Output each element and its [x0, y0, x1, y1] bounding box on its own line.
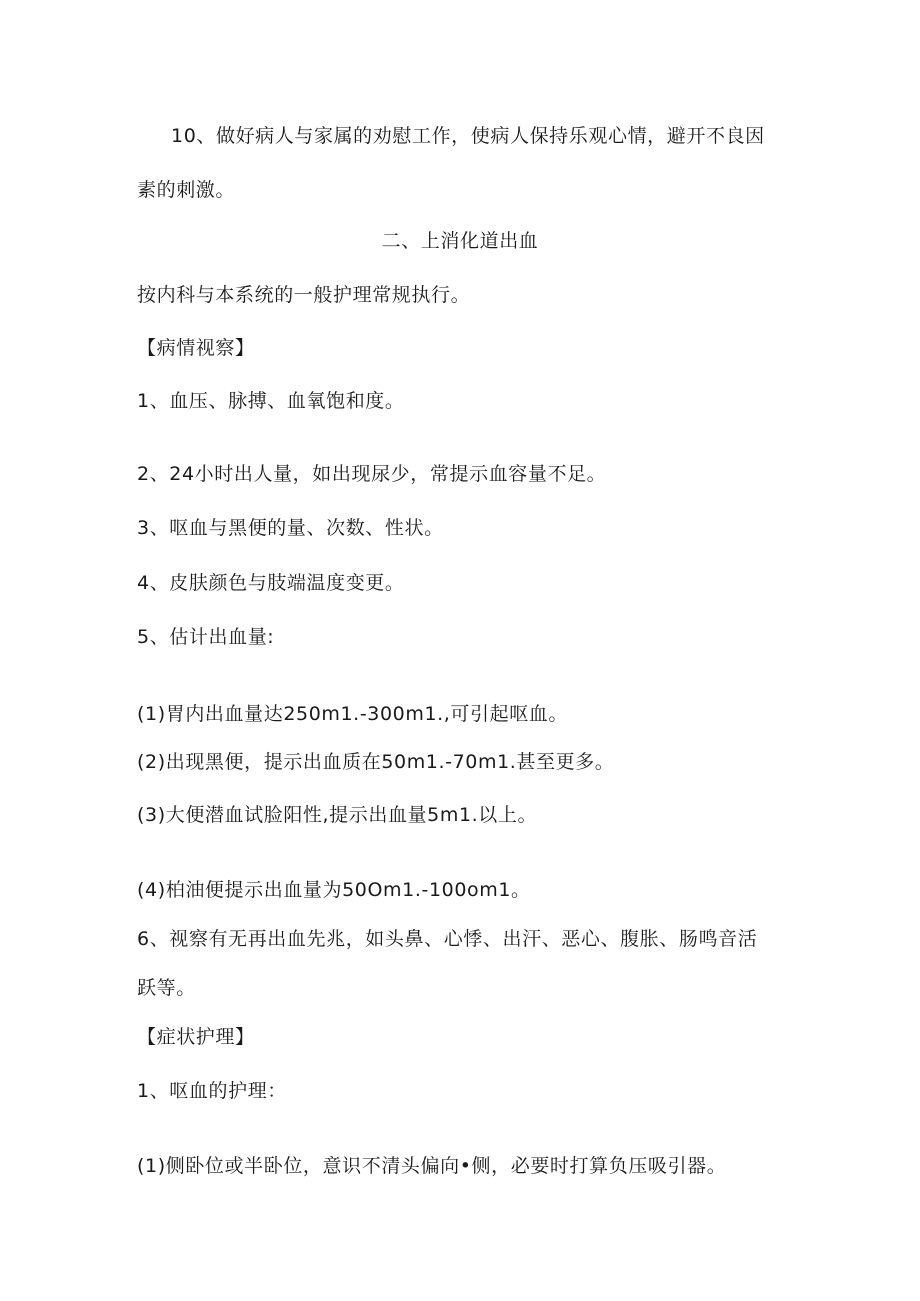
observation-item-4: 4、皮肤颜色与肢端温度变更。 — [137, 572, 405, 594]
section-title: 二、上消化道出血 — [381, 230, 539, 252]
symptom-item-1: 1、呕血的护理： — [137, 1080, 287, 1102]
observation-item-5-1: (1)胃内出血量达250m1.-300m1.,可引起呕血。 — [137, 703, 569, 725]
observation-item-1: 1、血压、脉搏、血氧饱和度。 — [137, 390, 405, 412]
symptom-item-1-1: (1)侧卧位或半卧位，意识不清头偏向•侧，必要时打算负压吸引器。 — [137, 1155, 727, 1177]
observation-item-3: 3、呕血与黑便的量、次数、性状。 — [137, 517, 444, 539]
observation-item-2: 2、24小时出人量，如出现尿少，常提示血容量不足。 — [137, 463, 607, 485]
paragraph-10-line-1: 10、做好病人与家属的劝慰工作，使病人保持乐观心情，避开不良因 — [171, 125, 765, 147]
observation-item-5: 5、估计出血量: — [137, 626, 275, 648]
intro-text: 按内科与本系统的一般护理常规执行。 — [137, 284, 471, 306]
heading-symptom: 【症状护理】 — [137, 1026, 255, 1048]
observation-item-5-4: (4)柏油便提示出血量为50Om1.-100om1。 — [137, 879, 531, 901]
observation-item-5-2: (2)出现黑便，提示出血质在50m1.-70m1.甚至更多。 — [137, 751, 615, 773]
paragraph-10-line-2: 素的刺激。 — [137, 179, 236, 201]
heading-observation: 【病情视察】 — [137, 337, 255, 359]
observation-item-6-line-2: 跃等。 — [137, 977, 196, 999]
observation-item-5-3: (3)大便潜血试脸阳性,提示出血量5m1.以上。 — [137, 804, 538, 826]
observation-item-6-line-1: 6、视察有无再出血先兆，如头鼻、心悸、出汗、恶心、腹胀、肠鸣音活 — [137, 928, 758, 950]
